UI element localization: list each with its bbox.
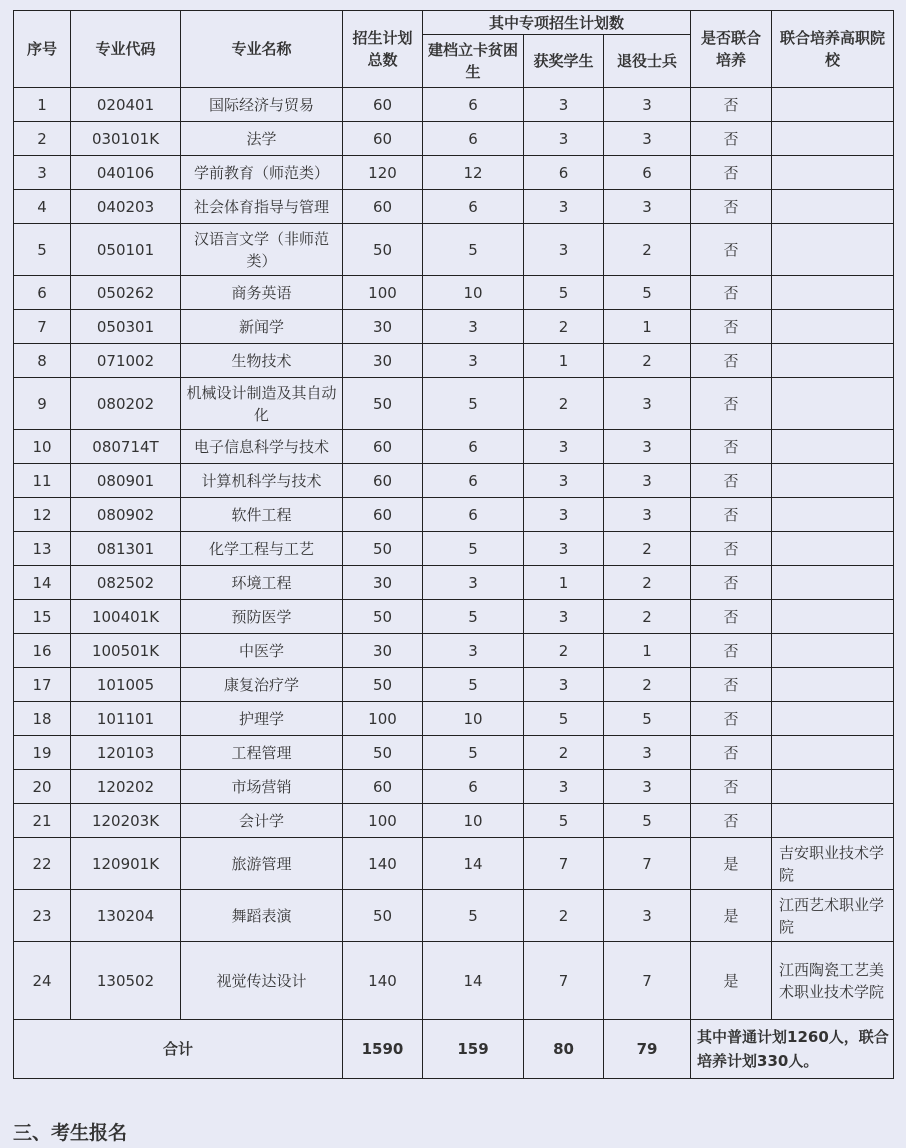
cell-joint: 否 <box>691 736 772 770</box>
cell-joint: 是 <box>691 942 772 1020</box>
table-row <box>14 378 894 430</box>
cell-code: 080202 <box>71 378 181 430</box>
cell-veteran: 3 <box>604 88 691 122</box>
cell-veteran: 3 <box>604 122 691 156</box>
cell-joint: 否 <box>691 702 772 736</box>
cell-total: 60 <box>343 88 423 122</box>
table-row <box>14 224 894 276</box>
cell-code: 020401 <box>71 88 181 122</box>
cell-code: 100401K <box>71 600 181 634</box>
table-row <box>14 736 894 770</box>
cell-major-name: 旅游管理 <box>181 838 343 890</box>
cell-major-name: 计算机科学与技术 <box>181 464 343 498</box>
cell-award: 1 <box>524 344 604 378</box>
cell-major-name: 汉语言文学（非师范类） <box>181 224 343 276</box>
cell-veteran: 2 <box>604 668 691 702</box>
cell-seq: 15 <box>14 600 71 634</box>
cell-total: 50 <box>343 668 423 702</box>
cell-seq: 9 <box>14 378 71 430</box>
enrollment-plan-table <box>13 10 894 1079</box>
cell-veteran: 3 <box>604 498 691 532</box>
cell-major-name: 舞蹈表演 <box>181 890 343 942</box>
cell-award: 3 <box>524 122 604 156</box>
table-row <box>14 190 894 224</box>
cell-major-name: 康复治疗学 <box>181 668 343 702</box>
cell-total: 50 <box>343 600 423 634</box>
footer-award: 80 <box>524 1020 604 1079</box>
cell-major-name: 电子信息科学与技术 <box>181 430 343 464</box>
cell-total: 60 <box>343 464 423 498</box>
cell-veteran: 5 <box>604 702 691 736</box>
table-row <box>14 942 894 1020</box>
cell-award: 2 <box>524 378 604 430</box>
cell-seq: 4 <box>14 190 71 224</box>
cell-seq: 10 <box>14 430 71 464</box>
cell-major-name: 化学工程与工艺 <box>181 532 343 566</box>
cell-total: 60 <box>343 190 423 224</box>
footer-label: 合计 <box>14 1020 343 1079</box>
cell-code: 101005 <box>71 668 181 702</box>
table-row <box>14 770 894 804</box>
cell-college <box>772 464 894 498</box>
cell-veteran: 2 <box>604 344 691 378</box>
cell-joint: 否 <box>691 378 772 430</box>
cell-joint: 否 <box>691 310 772 344</box>
cell-poverty: 5 <box>423 600 524 634</box>
cell-college <box>772 770 894 804</box>
table-row <box>14 344 894 378</box>
cell-college: 江西艺术职业学院 <box>772 890 894 942</box>
cell-code: 082502 <box>71 566 181 600</box>
cell-major-name: 机械设计制造及其自动化 <box>181 378 343 430</box>
cell-code: 050262 <box>71 276 181 310</box>
cell-veteran: 2 <box>604 566 691 600</box>
cell-seq: 16 <box>14 634 71 668</box>
cell-code: 120103 <box>71 736 181 770</box>
cell-college <box>772 532 894 566</box>
cell-award: 2 <box>524 890 604 942</box>
cell-major-name: 国际经济与贸易 <box>181 88 343 122</box>
cell-veteran: 5 <box>604 804 691 838</box>
cell-joint: 否 <box>691 276 772 310</box>
cell-seq: 23 <box>14 890 71 942</box>
cell-major-name: 社会体育指导与管理 <box>181 190 343 224</box>
table-header <box>14 11 894 88</box>
cell-poverty: 6 <box>423 464 524 498</box>
footer-poverty: 159 <box>423 1020 524 1079</box>
cell-poverty: 5 <box>423 736 524 770</box>
cell-veteran: 3 <box>604 190 691 224</box>
cell-seq: 14 <box>14 566 71 600</box>
cell-poverty: 12 <box>423 156 524 190</box>
cell-veteran: 2 <box>604 532 691 566</box>
cell-college <box>772 88 894 122</box>
cell-veteran: 3 <box>604 770 691 804</box>
cell-seq: 22 <box>14 838 71 890</box>
cell-poverty: 6 <box>423 770 524 804</box>
cell-joint: 否 <box>691 464 772 498</box>
header-veteran: 退役士兵 <box>604 35 691 88</box>
cell-code: 040106 <box>71 156 181 190</box>
table-row <box>14 702 894 736</box>
cell-joint: 否 <box>691 634 772 668</box>
cell-veteran: 5 <box>604 276 691 310</box>
cell-joint: 否 <box>691 804 772 838</box>
cell-award: 3 <box>524 600 604 634</box>
cell-award: 5 <box>524 276 604 310</box>
cell-award: 3 <box>524 532 604 566</box>
cell-poverty: 10 <box>423 702 524 736</box>
cell-veteran: 2 <box>604 224 691 276</box>
cell-joint: 否 <box>691 122 772 156</box>
table-row <box>14 532 894 566</box>
cell-seq: 8 <box>14 344 71 378</box>
cell-award: 5 <box>524 804 604 838</box>
cell-poverty: 6 <box>423 498 524 532</box>
cell-total: 60 <box>343 770 423 804</box>
header-name: 专业名称 <box>181 11 343 88</box>
cell-total: 30 <box>343 310 423 344</box>
table-row <box>14 122 894 156</box>
cell-veteran: 3 <box>604 378 691 430</box>
cell-poverty: 5 <box>423 224 524 276</box>
cell-major-name: 市场营销 <box>181 770 343 804</box>
footer-veteran: 79 <box>604 1020 691 1079</box>
cell-joint: 是 <box>691 890 772 942</box>
cell-code: 080714T <box>71 430 181 464</box>
cell-veteran: 1 <box>604 310 691 344</box>
cell-code: 080902 <box>71 498 181 532</box>
cell-college <box>772 344 894 378</box>
cell-code: 071002 <box>71 344 181 378</box>
cell-college <box>772 566 894 600</box>
cell-major-name: 工程管理 <box>181 736 343 770</box>
table-row <box>14 276 894 310</box>
table-row <box>14 668 894 702</box>
cell-poverty: 6 <box>423 190 524 224</box>
cell-seq: 5 <box>14 224 71 276</box>
cell-major-name: 软件工程 <box>181 498 343 532</box>
table-footer <box>14 1020 894 1079</box>
header-joint: 是否联合培养 <box>691 11 772 88</box>
cell-seq: 24 <box>14 942 71 1020</box>
cell-total: 30 <box>343 344 423 378</box>
footer-total: 1590 <box>343 1020 423 1079</box>
cell-award: 3 <box>524 224 604 276</box>
cell-joint: 否 <box>691 668 772 702</box>
cell-college <box>772 378 894 430</box>
cell-major-name: 中医学 <box>181 634 343 668</box>
cell-joint: 否 <box>691 224 772 276</box>
cell-award: 7 <box>524 942 604 1020</box>
cell-college <box>772 276 894 310</box>
cell-total: 50 <box>343 378 423 430</box>
cell-code: 050301 <box>71 310 181 344</box>
header-poverty: 建档立卡贫困生 <box>423 35 524 88</box>
cell-award: 2 <box>524 310 604 344</box>
cell-veteran: 3 <box>604 430 691 464</box>
cell-seq: 18 <box>14 702 71 736</box>
cell-seq: 21 <box>14 804 71 838</box>
cell-code: 050101 <box>71 224 181 276</box>
cell-college <box>772 634 894 668</box>
cell-award: 2 <box>524 736 604 770</box>
cell-total: 60 <box>343 498 423 532</box>
cell-poverty: 6 <box>423 122 524 156</box>
cell-code: 030101K <box>71 122 181 156</box>
cell-seq: 6 <box>14 276 71 310</box>
cell-poverty: 3 <box>423 566 524 600</box>
cell-poverty: 14 <box>423 838 524 890</box>
cell-poverty: 3 <box>423 344 524 378</box>
table-row <box>14 566 894 600</box>
cell-major-name: 法学 <box>181 122 343 156</box>
cell-award: 6 <box>524 156 604 190</box>
cell-award: 5 <box>524 702 604 736</box>
header-award: 获奖学生 <box>524 35 604 88</box>
cell-code: 040203 <box>71 190 181 224</box>
cell-college <box>772 310 894 344</box>
cell-code: 101101 <box>71 702 181 736</box>
cell-veteran: 3 <box>604 736 691 770</box>
footer-note: 其中普通计划1260人，联合培养计划330人。 <box>691 1020 894 1079</box>
cell-college <box>772 122 894 156</box>
table-row <box>14 634 894 668</box>
table-row <box>14 88 894 122</box>
cell-poverty: 3 <box>423 310 524 344</box>
cell-award: 3 <box>524 464 604 498</box>
cell-major-name: 新闻学 <box>181 310 343 344</box>
cell-total: 50 <box>343 736 423 770</box>
cell-code: 100501K <box>71 634 181 668</box>
cell-code: 120203K <box>71 804 181 838</box>
cell-code: 081301 <box>71 532 181 566</box>
cell-award: 3 <box>524 430 604 464</box>
cell-college <box>772 156 894 190</box>
cell-seq: 12 <box>14 498 71 532</box>
cell-joint: 否 <box>691 498 772 532</box>
cell-total: 60 <box>343 430 423 464</box>
cell-college <box>772 498 894 532</box>
header-special-group: 其中专项招生计划数 <box>423 11 691 35</box>
cell-total: 60 <box>343 122 423 156</box>
cell-poverty: 3 <box>423 634 524 668</box>
cell-seq: 20 <box>14 770 71 804</box>
cell-seq: 3 <box>14 156 71 190</box>
cell-award: 1 <box>524 566 604 600</box>
cell-veteran: 7 <box>604 838 691 890</box>
cell-total: 30 <box>343 634 423 668</box>
header-total: 招生计划总数 <box>343 11 423 88</box>
cell-joint: 否 <box>691 770 772 804</box>
cell-college <box>772 190 894 224</box>
table-row <box>14 838 894 890</box>
cell-poverty: 5 <box>423 378 524 430</box>
table-row <box>14 430 894 464</box>
cell-college <box>772 600 894 634</box>
cell-joint: 否 <box>691 600 772 634</box>
cell-college <box>772 430 894 464</box>
table-row <box>14 600 894 634</box>
cell-seq: 1 <box>14 88 71 122</box>
cell-college: 吉安职业技术学院 <box>772 838 894 890</box>
cell-joint: 否 <box>691 156 772 190</box>
cell-award: 2 <box>524 634 604 668</box>
cell-poverty: 5 <box>423 668 524 702</box>
table-row <box>14 156 894 190</box>
cell-joint: 否 <box>691 190 772 224</box>
cell-joint: 否 <box>691 88 772 122</box>
section-heading: 三、考生报名 <box>13 1122 128 1144</box>
cell-total: 100 <box>343 702 423 736</box>
cell-total: 100 <box>343 804 423 838</box>
cell-college: 江西陶瓷工艺美术职业技术学院 <box>772 942 894 1020</box>
table-row <box>14 890 894 942</box>
cell-major-name: 学前教育（师范类） <box>181 156 343 190</box>
cell-code: 120202 <box>71 770 181 804</box>
cell-veteran: 1 <box>604 634 691 668</box>
table-row <box>14 804 894 838</box>
cell-joint: 是 <box>691 838 772 890</box>
cell-award: 7 <box>524 838 604 890</box>
cell-poverty: 6 <box>423 88 524 122</box>
cell-major-name: 预防医学 <box>181 600 343 634</box>
cell-major-name: 视觉传达设计 <box>181 942 343 1020</box>
cell-joint: 否 <box>691 430 772 464</box>
table-row <box>14 310 894 344</box>
cell-major-name: 护理学 <box>181 702 343 736</box>
cell-veteran: 2 <box>604 600 691 634</box>
cell-award: 3 <box>524 770 604 804</box>
cell-major-name: 环境工程 <box>181 566 343 600</box>
cell-award: 3 <box>524 190 604 224</box>
cell-seq: 7 <box>14 310 71 344</box>
enrollment-plan-table-wrapper <box>13 10 893 1079</box>
cell-poverty: 5 <box>423 532 524 566</box>
cell-veteran: 6 <box>604 156 691 190</box>
header-college: 联合培养高职院校 <box>772 11 894 88</box>
header-code: 专业代码 <box>71 11 181 88</box>
cell-college <box>772 804 894 838</box>
cell-total: 30 <box>343 566 423 600</box>
cell-seq: 2 <box>14 122 71 156</box>
cell-college <box>772 702 894 736</box>
cell-major-name: 会计学 <box>181 804 343 838</box>
header-seq: 序号 <box>14 11 71 88</box>
cell-award: 3 <box>524 498 604 532</box>
cell-code: 080901 <box>71 464 181 498</box>
cell-seq: 19 <box>14 736 71 770</box>
cell-major-name: 生物技术 <box>181 344 343 378</box>
cell-seq: 13 <box>14 532 71 566</box>
cell-poverty: 10 <box>423 276 524 310</box>
cell-veteran: 7 <box>604 942 691 1020</box>
cell-total: 50 <box>343 890 423 942</box>
cell-college <box>772 736 894 770</box>
cell-total: 50 <box>343 532 423 566</box>
cell-college <box>772 668 894 702</box>
cell-total: 120 <box>343 156 423 190</box>
cell-total: 140 <box>343 838 423 890</box>
cell-joint: 否 <box>691 532 772 566</box>
cell-code: 120901K <box>71 838 181 890</box>
cell-seq: 17 <box>14 668 71 702</box>
cell-veteran: 3 <box>604 464 691 498</box>
cell-poverty: 10 <box>423 804 524 838</box>
cell-poverty: 14 <box>423 942 524 1020</box>
cell-total: 100 <box>343 276 423 310</box>
table-row <box>14 464 894 498</box>
cell-seq: 11 <box>14 464 71 498</box>
table-row <box>14 498 894 532</box>
cell-award: 3 <box>524 668 604 702</box>
cell-award: 3 <box>524 88 604 122</box>
cell-joint: 否 <box>691 344 772 378</box>
cell-poverty: 6 <box>423 430 524 464</box>
cell-joint: 否 <box>691 566 772 600</box>
table-body <box>14 88 894 1020</box>
cell-total: 50 <box>343 224 423 276</box>
cell-code: 130204 <box>71 890 181 942</box>
cell-veteran: 3 <box>604 890 691 942</box>
cell-poverty: 5 <box>423 890 524 942</box>
cell-code: 130502 <box>71 942 181 1020</box>
cell-college <box>772 224 894 276</box>
cell-total: 140 <box>343 942 423 1020</box>
cell-major-name: 商务英语 <box>181 276 343 310</box>
